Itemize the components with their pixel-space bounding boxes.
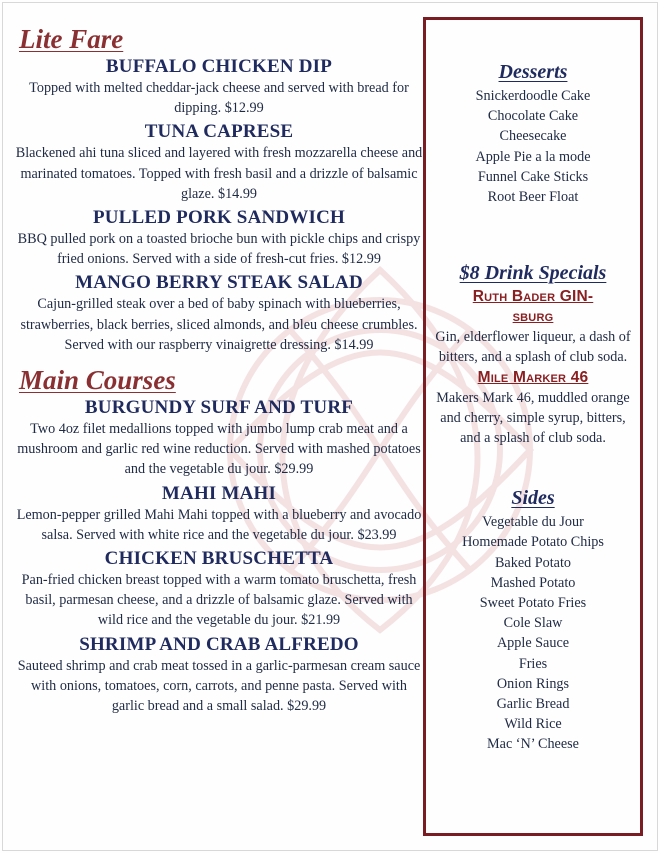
dessert-item: Apple Pie a la mode — [475, 148, 591, 165]
menu-item-name: SHRIMP AND CRAB ALFREDO — [79, 633, 359, 655]
dessert-item: Cheesecake — [499, 128, 567, 145]
side-item: Sweet Potato Fries — [479, 595, 587, 612]
side-item: Apple Sauce — [496, 635, 570, 652]
sides-title: Sides — [511, 487, 555, 510]
dessert-item: Chocolate Cake — [487, 108, 579, 125]
lite-fare-title: Lite Fare — [19, 24, 124, 54]
menu-item-desc: BBQ pulled pork on a toasted brioche bun with pickle chips and crispy fried onions. Served with a side of fresh-cut fries. $12.99 — [17, 231, 421, 268]
main-courses-title: Main Courses — [19, 365, 176, 396]
desserts-list — [426, 86, 640, 207]
menu-item-desc: Lemon-pepper grilled Mahi Mahi topped with a blueberry and avocado salsa. Served with white rice and the vegetable du jour. $23.99 — [16, 506, 422, 543]
side-item: Fries — [518, 655, 548, 672]
drink-name: Ruth Bader GIN-sburg — [472, 288, 594, 326]
menu-item-desc: Pan-fried chicken breast topped with a warm tomato bruschetta, fresh basil, parmesan cheese, and a drizzle of balsamic glaze. Served with wild rice and the vegetable du jour. $21.99 — [21, 572, 417, 629]
menu-item-desc: Two 4oz filet medallions topped with jumbo lump crab meat and a mushroom and garlic red wine reduction. Served with mashed potatoes and the vegetable du jour. $29.99 — [17, 421, 421, 478]
drink-name: Mile Marker 46 — [477, 368, 589, 386]
menu-item-desc: Cajun-grilled steak over a bed of baby spinach with blueberries, strawberries, black berries, sliced almonds, and bleu cheese crumbles. Served with our raspberry vinaigrette dressing. $14.99 — [20, 296, 418, 353]
menu-item-name: MAHI MAHI — [161, 482, 277, 504]
menu-item-name: CHICKEN BRUSCHETTA — [104, 548, 334, 570]
side-item: Homemade Potato Chips — [462, 534, 604, 551]
side-item: Mashed Potato — [490, 574, 576, 591]
dessert-item: Snickerdoodle Cake — [475, 88, 591, 104]
left-column — [14, 24, 424, 719]
menu-item-name: PULLED PORK SANDWICH — [92, 207, 346, 229]
menu-item-name: MANGO BERRY STEAK SALAD — [75, 272, 363, 294]
side-item: Onion Rings — [496, 675, 570, 692]
side-item: Wild Rice — [504, 716, 562, 733]
menu-item-desc: Blackened ahi tuna sliced and layered with fresh mozzarella cheese and marinated tomatoes. Topped with fresh basil and a drizzle of balsamic glaze. $14.99 — [15, 145, 423, 202]
menu-item-name: BUFFALO CHICKEN DIP — [105, 56, 333, 77]
side-item: Baked Potato — [494, 554, 572, 571]
dessert-item: Root Beer Float — [487, 189, 579, 206]
drink-specials-title: $8 Drink Specials — [459, 262, 607, 285]
lite-fare-section — [14, 56, 424, 355]
side-item: Garlic Bread — [496, 696, 570, 713]
specials-box — [423, 17, 643, 836]
side-item: Mac ‘N’ Cheese — [487, 736, 579, 753]
drink-desc: Gin, elderflower liqueur, a dash of bitters, and a splash of club soda. — [435, 329, 631, 366]
dessert-item: Funnel Cake Sticks — [477, 168, 589, 185]
sides-list — [426, 512, 640, 754]
desserts-title: Desserts — [498, 61, 568, 83]
menu-item-desc: Sauteed shrimp and crab meat tossed in a garlic-parmesan cream sauce with onions, tomatoes, corn, carrots, and penne pasta. Served with garlic bread and a small salad. $29.99 — [17, 657, 421, 715]
side-item: Cole Slaw — [503, 615, 563, 632]
menu-item-name: TUNA CAPRESE — [144, 121, 294, 143]
side-item: Vegetable du Jour — [482, 514, 584, 531]
menu-item-desc: Topped with melted cheddar-jack cheese and served with bread for dipping. $12.99 — [29, 80, 409, 117]
drink-desc: Makers Mark 46, muddled orange and cherry, simple syrup, bitters, and a splash of club soda. — [436, 389, 630, 447]
menu-item-name: BURGUNDY SURF AND TURF — [84, 397, 354, 419]
main-courses-section — [14, 397, 424, 716]
